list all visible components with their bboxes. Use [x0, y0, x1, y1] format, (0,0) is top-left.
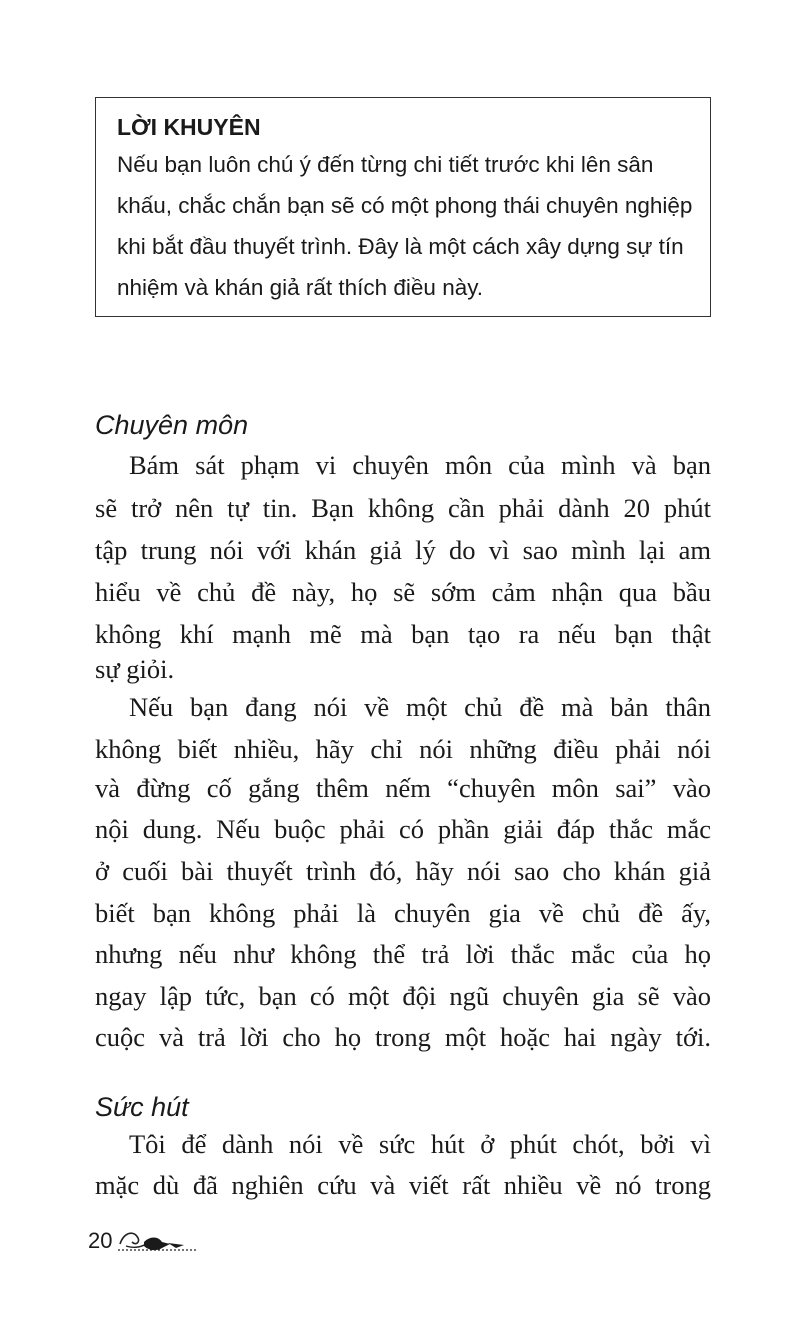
- body-line: ở cuối bài thuyết trình đó, hãy nói sao cho khán giả: [95, 856, 711, 886]
- body-line: sự giỏi.: [95, 654, 175, 684]
- body-line: hiểu về chủ đề này, họ sẽ sớm cảm nhận qua bầu: [95, 577, 711, 607]
- tip-title: LỜI KHUYÊN: [117, 114, 261, 140]
- bird-flourish-icon: [118, 1226, 198, 1263]
- body-line: không biết nhiều, hãy chỉ nói những điều phải nói: [95, 734, 711, 764]
- body-line: và đừng cố gắng thêm nếm “chuyên môn sai” vào: [95, 773, 711, 803]
- body-line: mặc dù đã nghiên cứu và viết rất nhiều về nó trong: [95, 1170, 711, 1200]
- body-line: sẽ trở nên tự tin. Bạn không cần phải dành 20 phút: [95, 493, 711, 523]
- body-line: ngay lập tức, bạn có một đội ngũ chuyên gia sẽ vào: [95, 981, 711, 1011]
- body-line: nhưng nếu như không thể trả lời thắc mắc của họ: [95, 939, 711, 969]
- page-footer: [88, 1226, 198, 1258]
- body-line: Bám sát phạm vi chuyên môn của mình và bạn: [129, 450, 711, 480]
- page-number: 20: [88, 1228, 113, 1253]
- body-line: biết bạn không phải là chuyên gia về chủ đề ấy,: [95, 898, 711, 928]
- body-line: Nếu bạn đang nói về một chủ đề mà bản thân: [129, 692, 711, 722]
- section-heading-charisma: Sức hút: [95, 1092, 189, 1122]
- body-line: nội dung. Nếu buộc phải có phần giải đáp thắc mắc: [95, 814, 711, 844]
- tip-box: [95, 97, 711, 317]
- tip-line: khấu, chắc chắn bạn sẽ có một phong thái chuyên nghiệp: [117, 193, 693, 218]
- tip-line: nhiệm và khán giả rất thích điều này.: [117, 275, 484, 300]
- body-line: Tôi để dành nói về sức hút ở phút chót, bởi vì: [129, 1129, 711, 1159]
- section-heading-expertise: Chuyên môn: [95, 410, 249, 440]
- tip-line: khi bắt đầu thuyết trình. Đây là một cách xây dựng sự tín: [117, 234, 684, 259]
- body-line: không khí mạnh mẽ mà bạn tạo ra nếu bạn thật: [95, 619, 711, 649]
- body-line: cuộc và trả lời cho họ trong một hoặc hai ngày tới.: [95, 1022, 711, 1052]
- body-line: tập trung nói với khán giả lý do vì sao mình lại am: [95, 535, 711, 565]
- tip-line: Nếu bạn luôn chú ý đến từng chi tiết trước khi lên sân: [117, 152, 654, 177]
